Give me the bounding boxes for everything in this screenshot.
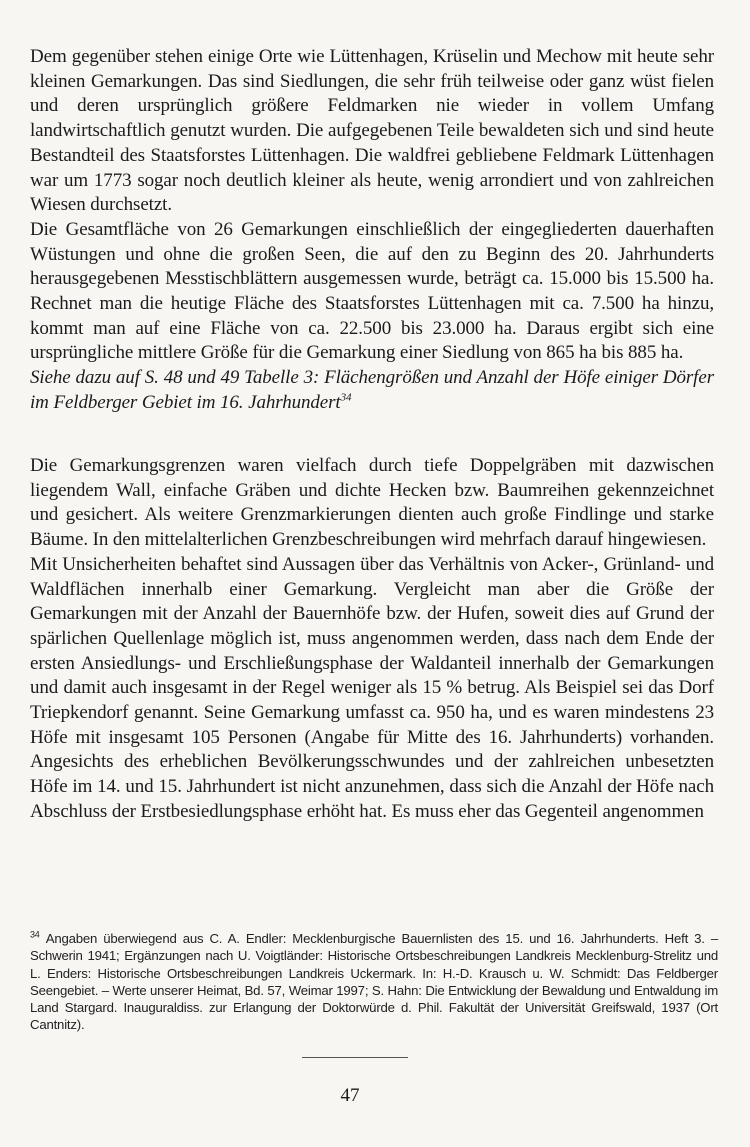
paragraph-gemarkungsgrenzen: Die Gemarkungsgrenzen waren vielfach durch tiefe Doppelgräben mit dazwischen liegendem Wall, einfache Gräben und dichte Hecken bzw. Baumreihen gekennzeichnet und gesichert. Als weitere Grenzmarkierungen dienten auch große Findlinge und starke Bäume. In den mittelalterlichen Grenzbeschreibungen wird mehrfach darauf hingewiesen. bbox=[30, 455, 714, 551]
page-number: 47 bbox=[340, 1085, 360, 1106]
footnote bbox=[30, 930, 718, 1034]
paragraph-gesamtflaeche: Die Gesamtfläche von 26 Gemarkungen einschließlich der eingegliederten dauerhaften Wüstungen und ohne die großen Seen, die auf den zu Beginn des 20. Jahrhunderts herausgegebenen Messtischblättern ausgemessen wurde, beträgt ca. 15.000 bis 15.500 ha. Rechnet man die heutige Fläche des Staatsforstes Lüttenhagen mit ca. 7.500 ha hinzu, kommt man auf eine Fläche von ca. 22.500 bis 23.000 ha. Daraus ergibt sich eine ursprüngliche mittlere Größe für die Gemarkung einer Siedlung von 865 ha bis 885 ha. bbox=[30, 218, 714, 364]
footnote-text: Angaben überwiegend aus C. A. Endler: Mecklenburgische Bauernlisten des 15. und 16. Jahrhunderts. Heft 3. – Schwerin 1941; Ergänzungen nach U. Voigtländer: Historische Ortsbeschreibungen Landkreis Mecklenburg-Strelitz und L. Enders: Historische Ortsbeschreibungen Landkreis Uckermark. In: H.-D. Krausch u. W. Schmidt: Das Feldberger Seengebiet. – Werte unserer Heimat, Bd. 57, Weimar 1997; S. Hahn: Die Entwicklung der Bewaldung und Entwaldung im Land Stargard. Inauguraldiss. zur Erlangung der Doktorwürde d. Phil. Fakultät der Universität Greifswald, 1937 (Ort Cantnitz). bbox=[30, 931, 719, 1033]
paragraph-luettenhagen: Dem gegenüber stehen einige Orte wie Lüttenhagen, Krüselin und Mechow mit heute sehr kleinen Gemarkungen. Das sind Siedlungen, die sehr früh teilweise oder ganz wüst fielen und deren ursprünglich größere Feldmarken nie wieder in vollem Umfang landwirtschaftlich genutzt wurden. Die aufgegebenen Teile bewaldeten sich und sind heute Bestandteil des Staatsforstes Lüttenhagen. Die waldfrei gebliebene Feldmark Lüttenhagen war um 1773 sogar noch deutlich kleiner als heute, wenig arrondiert und von zahlreichen Wiesen durchsetzt. bbox=[30, 46, 714, 216]
paragraph-unsicherheiten: Mit Unsicherheiten behaftet sind Aussagen über das Verhältnis von Acker-, Grünland- und Waldflächen innerhalb einer Gemarkung. Vergleicht man aber die Größe der Gemarkungen mit der Anzahl der Bauernhöfe bzw. der Hufen, soweit dies auf Grund der spärlichen Quellenlage möglich ist, muss angenommen werden, dass nach dem Ende der ersten Ansiedlungs- und Erschließungsphase der Waldanteil innerhalb der Gemarkungen und damit auch insgesamt in der Regel weniger als 15 % betrug. Als Beispiel sei das Dorf Triepkendorf genannt. Seine Gemarkung umfasst ca. 950 ha, und es waren mindestens 23 Höfe mit insgesamt 105 Personen (Angabe für Mitte des 16. Jahrhunderts) vorhanden. Angesichts des erheblichen Bevölkerungsschwundes und der zahlreichen unbesetzten Höfe im 14. und 15. Jahrhundert ist nicht anzunehmen, dass sich die Anzahl der Höfe nach Abschluss der Erstbesiedlungsphase erhöht hat. Es muss eher das Gegenteil angenommen bbox=[30, 553, 714, 822]
footnote-reference: 34 bbox=[340, 391, 352, 404]
body-text-block-1 bbox=[30, 45, 714, 416]
table-reference-note bbox=[30, 366, 714, 415]
footer-rule bbox=[302, 1057, 408, 1058]
body-text-block-2 bbox=[30, 454, 714, 825]
table-reference-text: Siehe dazu auf S. 48 und 49 Tabelle 3: Flächengrößen und Anzahl der Höfe einiger Dörfer im Feldberger Gebiet im 16. Jahrhundert bbox=[30, 367, 714, 413]
footnote-number: 34 bbox=[30, 929, 40, 940]
